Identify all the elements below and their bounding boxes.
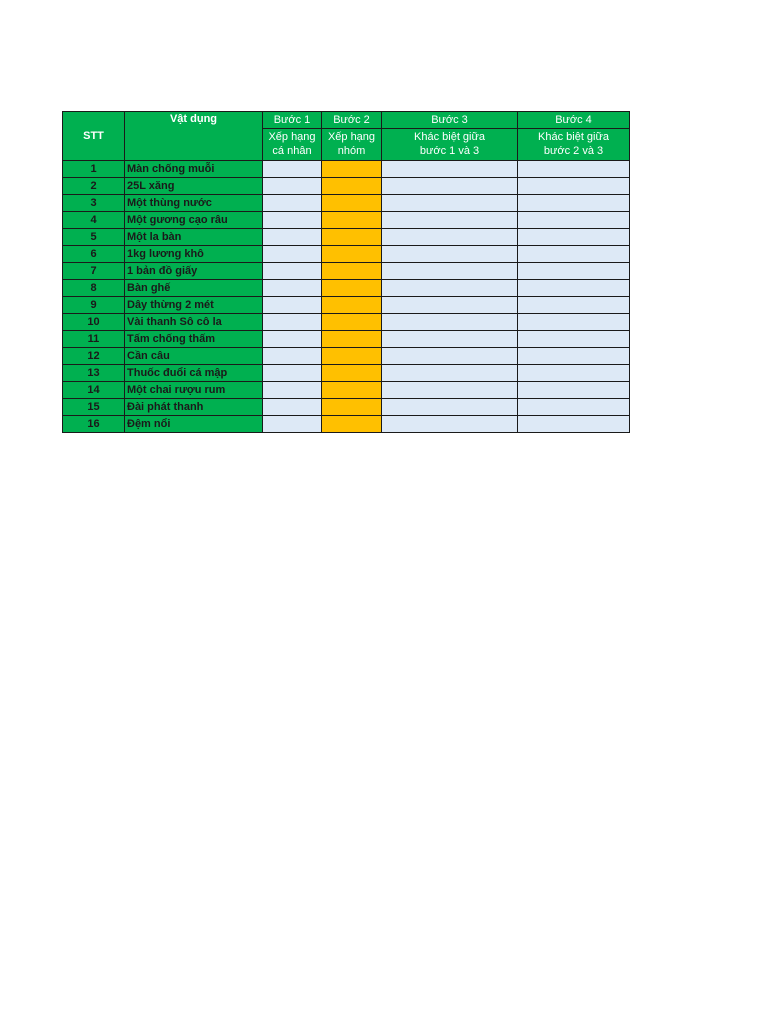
- row-item-name: Một la bàn: [125, 229, 263, 246]
- header-step-2: Bước 2: [322, 112, 382, 129]
- table-row: [63, 280, 630, 297]
- cell-personal-rank[interactable]: [263, 314, 322, 331]
- row-item-name: Một thùng nước: [125, 195, 263, 212]
- header-row-steps: [63, 112, 630, 129]
- header-step-1-desc: [263, 129, 322, 161]
- cell-diff-step-2-3[interactable]: [518, 263, 630, 280]
- cell-diff-step-2-3[interactable]: [518, 229, 630, 246]
- cell-personal-rank[interactable]: [263, 178, 322, 195]
- row-stt: 12: [63, 348, 125, 365]
- cell-diff-step-1-3[interactable]: [382, 348, 518, 365]
- header-step-3-desc-line-2: bước 1 và 3: [419, 145, 480, 157]
- cell-diff-step-2-3[interactable]: [518, 382, 630, 399]
- row-item-name: Thuốc đuổi cá mập: [125, 365, 263, 382]
- cell-personal-rank[interactable]: [263, 365, 322, 382]
- table-row: [63, 161, 630, 178]
- cell-personal-rank[interactable]: [263, 331, 322, 348]
- row-item-name: Một chai rượu rum: [125, 382, 263, 399]
- row-stt: 1: [63, 161, 125, 178]
- row-stt: 14: [63, 382, 125, 399]
- header-step-3-desc: [382, 129, 518, 161]
- cell-personal-rank[interactable]: [263, 263, 322, 280]
- cell-diff-step-2-3[interactable]: [518, 399, 630, 416]
- cell-personal-rank[interactable]: [263, 348, 322, 365]
- row-stt: 10: [63, 314, 125, 331]
- header-step-4-desc: [518, 129, 630, 161]
- cell-diff-step-1-3[interactable]: [382, 416, 518, 433]
- row-item-name: 1kg lương khô: [125, 246, 263, 263]
- row-item-name: Màn chống muỗi: [125, 161, 263, 178]
- cell-personal-rank[interactable]: [263, 416, 322, 433]
- cell-personal-rank[interactable]: [263, 161, 322, 178]
- table-row: [63, 229, 630, 246]
- cell-group-rank[interactable]: [322, 416, 382, 433]
- cell-diff-step-1-3[interactable]: [382, 263, 518, 280]
- header-step-4: Bước 4: [518, 112, 630, 129]
- cell-diff-step-2-3[interactable]: [518, 246, 630, 263]
- ranking-sheet: [62, 111, 630, 433]
- header-step-4-desc-line-1: Khác biệt giữa: [538, 131, 609, 143]
- header-step-2-desc-line-2: nhóm: [337, 145, 366, 157]
- header-step-2-desc: [322, 129, 382, 161]
- row-stt: 9: [63, 297, 125, 314]
- cell-personal-rank[interactable]: [263, 399, 322, 416]
- header-step-4-desc-line-2: bước 2 và 3: [543, 145, 604, 157]
- cell-personal-rank[interactable]: [263, 297, 322, 314]
- cell-diff-step-2-3[interactable]: [518, 297, 630, 314]
- cell-group-rank[interactable]: [322, 280, 382, 297]
- row-item-name: Bàn ghế: [125, 280, 263, 297]
- cell-personal-rank[interactable]: [263, 195, 322, 212]
- cell-diff-step-2-3[interactable]: [518, 280, 630, 297]
- row-stt: 16: [63, 416, 125, 433]
- cell-group-rank[interactable]: [322, 178, 382, 195]
- cell-group-rank[interactable]: [322, 212, 382, 229]
- cell-diff-step-2-3[interactable]: [518, 416, 630, 433]
- cell-group-rank[interactable]: [322, 161, 382, 178]
- cell-group-rank[interactable]: [322, 348, 382, 365]
- row-item-name: 25L xăng: [125, 178, 263, 195]
- table-row: [63, 348, 630, 365]
- table-row: [63, 195, 630, 212]
- table-row: [63, 399, 630, 416]
- cell-diff-step-2-3[interactable]: [518, 178, 630, 195]
- header-step-2-desc-line-1: Xếp hạng: [327, 131, 376, 143]
- header-step-1-desc-line-1: Xếp hạng: [268, 131, 316, 143]
- cell-diff-step-1-3[interactable]: [382, 280, 518, 297]
- header-vat-dung: Vật dụng: [125, 112, 263, 161]
- row-item-name: Đài phát thanh: [125, 399, 263, 416]
- cell-diff-step-1-3[interactable]: [382, 229, 518, 246]
- table-row: [63, 263, 630, 280]
- table-row: [63, 246, 630, 263]
- table-row: [63, 212, 630, 229]
- cell-diff-step-2-3[interactable]: [518, 348, 630, 365]
- row-item-name: Dây thừng 2 mét: [125, 297, 263, 314]
- header-step-1: Bước 1: [263, 112, 322, 129]
- table-row: [63, 416, 630, 433]
- row-stt: 13: [63, 365, 125, 382]
- cell-diff-step-1-3[interactable]: [382, 178, 518, 195]
- row-stt: 5: [63, 229, 125, 246]
- cell-diff-step-1-3[interactable]: [382, 365, 518, 382]
- cell-group-rank[interactable]: [322, 297, 382, 314]
- table-row: [63, 382, 630, 399]
- cell-diff-step-2-3[interactable]: [518, 314, 630, 331]
- cell-group-rank[interactable]: [322, 331, 382, 348]
- cell-personal-rank[interactable]: [263, 382, 322, 399]
- row-stt: 8: [63, 280, 125, 297]
- row-item-name: Đệm nổi: [125, 416, 263, 433]
- cell-group-rank[interactable]: [322, 195, 382, 212]
- row-item-name: Vài thanh Sô cô la: [125, 314, 263, 331]
- header-step-1-desc-line-2: cá nhân: [272, 145, 312, 157]
- cell-personal-rank[interactable]: [263, 229, 322, 246]
- row-stt: 6: [63, 246, 125, 263]
- row-item-name: Một gương cạo râu: [125, 212, 263, 229]
- row-stt: 15: [63, 399, 125, 416]
- row-item-name: Cần câu: [125, 348, 263, 365]
- cell-group-rank[interactable]: [322, 314, 382, 331]
- table-row: [63, 178, 630, 195]
- cell-group-rank[interactable]: [322, 246, 382, 263]
- table-row: [63, 331, 630, 348]
- row-stt: 4: [63, 212, 125, 229]
- cell-diff-step-1-3[interactable]: [382, 399, 518, 416]
- cell-diff-step-1-3[interactable]: [382, 212, 518, 229]
- cell-personal-rank[interactable]: [263, 246, 322, 263]
- row-stt: 2: [63, 178, 125, 195]
- row-stt: 11: [63, 331, 125, 348]
- cell-diff-step-2-3[interactable]: [518, 212, 630, 229]
- cell-group-rank[interactable]: [322, 382, 382, 399]
- cell-personal-rank[interactable]: [263, 280, 322, 297]
- row-stt: 3: [63, 195, 125, 212]
- cell-diff-step-1-3[interactable]: [382, 382, 518, 399]
- table-row: [63, 365, 630, 382]
- cell-group-rank[interactable]: [322, 229, 382, 246]
- cell-diff-step-2-3[interactable]: [518, 331, 630, 348]
- table-row: [63, 314, 630, 331]
- cell-diff-step-1-3[interactable]: [382, 246, 518, 263]
- cell-group-rank[interactable]: [322, 399, 382, 416]
- cell-diff-step-1-3[interactable]: [382, 297, 518, 314]
- cell-personal-rank[interactable]: [263, 212, 322, 229]
- cell-diff-step-2-3[interactable]: [518, 161, 630, 178]
- cell-group-rank[interactable]: [322, 365, 382, 382]
- row-item-name: Tấm chống thấm: [125, 331, 263, 348]
- header-step-3: Bước 3: [382, 112, 518, 129]
- cell-diff-step-2-3[interactable]: [518, 365, 630, 382]
- cell-diff-step-1-3[interactable]: [382, 314, 518, 331]
- cell-diff-step-1-3[interactable]: [382, 331, 518, 348]
- header-stt: STT: [63, 112, 125, 161]
- row-stt: 7: [63, 263, 125, 280]
- cell-diff-step-1-3[interactable]: [382, 161, 518, 178]
- cell-diff-step-1-3[interactable]: [382, 195, 518, 212]
- row-item-name: 1 bản đồ giấy: [125, 263, 263, 280]
- header-step-3-desc-line-1: Khác biệt giữa: [414, 131, 485, 143]
- table-row: [63, 297, 630, 314]
- cell-diff-step-2-3[interactable]: [518, 195, 630, 212]
- cell-group-rank[interactable]: [322, 263, 382, 280]
